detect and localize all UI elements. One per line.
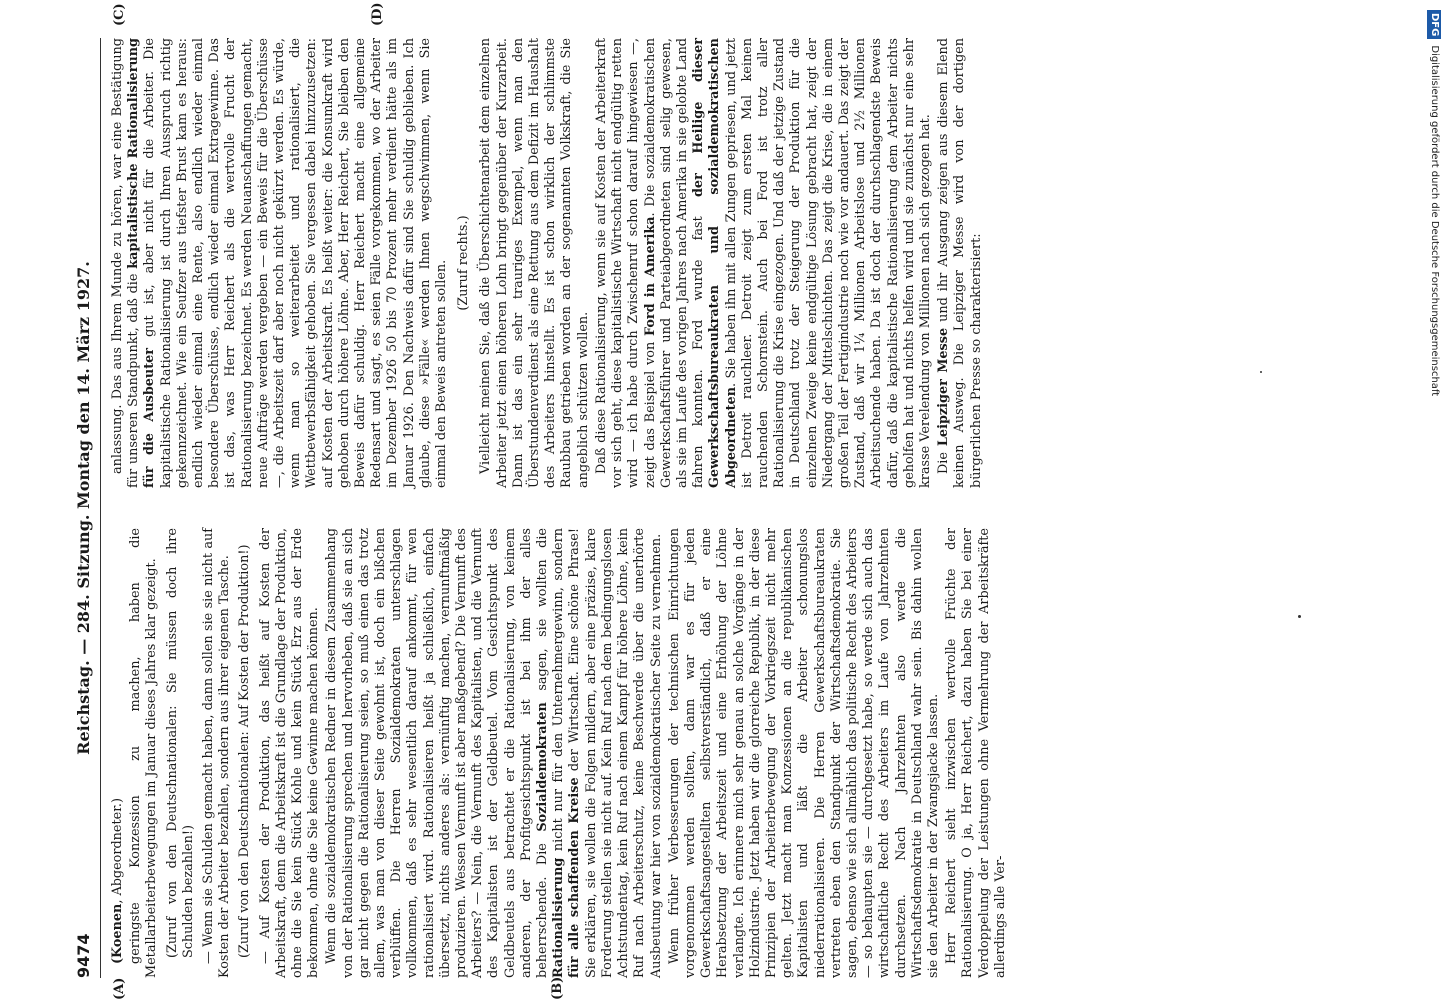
margin-marker-d: (D) bbox=[370, 2, 385, 26]
running-title: Reichstag. — 284. Sitzung. Montag den 14. März 1927. bbox=[74, 261, 93, 755]
left-text-column bbox=[110, 528, 1320, 978]
paragraph: — Auf Kosten der Produktion, das heißt auf Kosten der Arbeitskraft, denn die Arbeitskraft ist die Grundlage der Produktion, ohne die Sie kein Stück Kohle und kein Stück Erz aus der Erde bekommen, ohne die Sie keine Gewinne machen können. bbox=[257, 528, 322, 978]
page-header bbox=[70, 38, 100, 978]
paragraph: Daß diese Rationalisierung, wenn sie auf Kosten der Arbeiterkraft vor sich geht, diese kapitalistische Wirtschaft nicht endgültig retten wird — ich habe durch Zwischenruf schon darauf hingewiesen —, zeigt das Beispiel von Ford in Amerika. Die sozialdemokratischen Gewerkschaftsführer und Parteiabgeordneten sind selig gewesen, als sie im Laufe des vorigen Jahres nach Amerika in sie gelobte Land fahren konnten. Ford wurde fast der Heilige dieser Gewerkschaftsbureaukraten und sozialdemokratischen Abgeordneten. Sie haben ihn mit allen Zungen gepriesen, und jetzt ist Detroit rauchleer. Detroit zeigt zum ersten Mal keinen rauchenden Schornstein. Auch bei Ford ist trotz aller Rationalisierung die Krise eingezogen. Und daß der jetzige Zustand in Deutschland trotz der Steigerung der Produktion für die einzelnen Zweige keine endgültige Lösung gebracht hat, zeigt der Niedergang der Mittelschichten. Das zeigt die Krise, die in einem großen Teil der Fertigindustrie noch wie vor andauert. Das zeigt der Zustand, daß wir 1¼ Millionen Arbeitslose und 2½ Millionen Arbeitsuchende haben. Da ist doch der durchschlagendste Beweis dafür, daß die kapitalistische Rationalisierung dem Arbeiter nichts geholfen hat und nichts helfen wird und sie zunächst nur eine sehr krasse Verelendung von Millionen nach sich gezogen hat. bbox=[593, 37, 933, 488]
scan-speck bbox=[1298, 615, 1301, 618]
digitization-credit bbox=[1425, 10, 1443, 990]
credit-text: Digitalisierung gefördert durch die Deutsche Forschungsgemeinschaft bbox=[1429, 45, 1440, 397]
dfg-logo: DFG bbox=[1427, 10, 1441, 39]
margin-marker-a: (A) bbox=[112, 977, 127, 1000]
header-rule bbox=[100, 38, 101, 978]
paragraph: (Koenen, Abgeordneter.) bbox=[110, 798, 125, 964]
interjection: (Zuruf rechts.) bbox=[456, 215, 472, 311]
paragraph: — Wenn sie Schulden gemacht haben, dann sollen sie sie nicht auf Kosten der Arbeiter bezahlen, sondern aus ihrer eigenen Tasche. bbox=[201, 528, 233, 978]
scan-speck bbox=[1260, 371, 1262, 373]
paragraph: Herr Reichert sieht inzwischen wertvolle Früchte der Rationalisierung. O ja, Herr Reichert, dazu haben Sie bei einer Verdoppelung der Leistungen ohne Vermehrung der Arbeitskräfte allerdings alle Ver- bbox=[944, 528, 1008, 978]
interjection: (Zuruf von den Deutschnationalen: Auf Kosten der Produktion!) bbox=[237, 544, 253, 958]
paragraph: Wenn früher Verbesserungen der technischen Einrichtungen vorgenommen werden sollten, dann war es für jeden Gewerkschaftsangestellten selbstverständlich, daß er eine Herabsetzung der Arbeitszeit und eine Erhöhung der Löhne verlangte. Ich erinnere mich sehr genau an solche Vorgänge in der Holzindustrie. Jetzt haben wir die glorreiche Republik, in der diese Prinzipien der Arbeiterbewegung der Vorkriegszeit nicht mehr gelten. Jetzt macht man Konzessionen an die republikanischen Kapitalisten und läßt die Arbeiter schonungslos niederrationalisieren. Die Herren Gewerkschaftsbureaukraten vertreten eben den Standpunkt der Wirtschaftsdemokratie. Sie sagen, ebenso wie sich allmählich das politische Recht des Arbeiters — so behaupten sie — durchgesetzt habe, so werde sich auch das wirtschaftliche Recht des Arbeiters im Laufe von Jahrzehnten durchsetzen. Nach Jahrzehnten also werde die Wirtschaftsdemokratie in Deutschland wahr sein. Bis dahin wollen sie den Arbeiter in der Zwangsjacke lassen. bbox=[666, 528, 941, 978]
paragraph: Die Leipziger Messe und ihr Ausgang zeigen aus diesem Elend keinen Ausweg. Die Leipziger Messe wird von der dortigen bürgerlichen Presse so charakterisiert: bbox=[936, 38, 984, 488]
interjection: (Zuruf von den Deutschnationalen: Sie müssen doch ihre Schulden bezahlen!) bbox=[164, 528, 196, 958]
paragraph: geringste Konzession zu machen, haben die Metallarbeiterbewegungen im Januar dieses Jahres klar gezeigt. bbox=[128, 528, 160, 978]
right-text-column bbox=[110, 38, 1320, 488]
paragraph: anlassung. Das aus Ihrem Munde zu hören, war eine Bestätigung für unseren Standpunkt, daß die kapitalistische Rationalisierung für die Ausbeuter gut ist, aber nicht für die Arbeiter. Die kapitalistische Rationalisierung ist durch Ihren Ausspruch richtig gekennzeichnet. Wie ein Seufzer aus tiefster Brust kam es heraus: endlich wieder einmal eine Rente, also endlich wieder einmal besondere Überschüsse, endlich wieder einmal Extragewinne. Das ist das, was Herr Reichert als die wertvolle Frucht der Rationalisierung bezeichnet. Es werden Neuanschaffungen gemacht, neue Aufträge werden vergeben — ein Beweis für die Überschüsse —, die Arbeitszeit darf aber noch nicht gekürzt werden. Es würde, wenn man so weiterarbeitet und rationalisiert, die Wettbewerbsfähigkeit gehoben. Sie vergessen dabei hinzuzusetzen: auf Kosten der Arbeitskraft. Es heißt weiter: die Konsumkraft wird gehoben durch höhere Löhne. Aber, Herr Reichert, Sie bleiben den Beweis dafür schuldig. Herr Reichert macht eine allgemeine Redensart und sagt, es seien Fälle vorgekommen, wo der Arbeiter im Dezember 1926 50 bis 70 Prozent mehr verdient hätte als im Januar 1926. Den Nachweis dafür sind Sie schuldig geblieben. Ich glaube, diese »Fälle« werden Ihnen wegschwimmen, wenn Sie einmal den Beweis antreten sollen. bbox=[110, 38, 450, 488]
margin-marker-c: (C) bbox=[112, 3, 127, 26]
margin-marker-b: (B) bbox=[550, 976, 565, 1000]
page-number: 9474 bbox=[74, 933, 93, 978]
rotated-page bbox=[70, 2, 1370, 1000]
paragraph: Vielleicht meinen Sie, daß die Überschichtenarbeit dem einzelnen Arbeiter jetzt einen höheren Lohn bringt gegenüber der Kurzarbeit. Dann ist das ein sehr trauriges Exempel, wenn man den Überstundenverdienst als eine Rettung aus dem Defizit im Haushalt des Arbeiters hinstellt. Es ist schon wirklich der schlimmste Raubbau getrieben worden an der sogenannten Volkskraft, die Sie angeblich schützen wollen. bbox=[478, 38, 591, 488]
paragraph: Wenn die sozialdemokratischen Redner in diesem Zusammenhang von der Rationalisierung sprechen und hervorheben, daß sie an sich gar nicht gegen die Rationalisierung seien, so muß einen das trotz allem, was man von dieser Seite gewohnt ist, doch ein bißchen verblüffen. Die Herren Sozialdemokraten unterschlagen vollkommen, daß es sehr wesentlich darauf ankommt, für wen rationalisiert wird. Rationalisieren heißt ja schließlich, einfach übersetzt, nichts anderes als: vernünftig machen, vernunftmäßig produzieren. Wessen Vernunft ist aber maßgebend? Die Vernunft des Arbeiters? — Nein, die Vernunft des Kapitalisten, und die Vernunft des Kapitalisten ist der Geldbeutel. Vom Gesichtspunkt des Geldbeutels aus betrachtet er die Rationalisierung, von keinem anderen, der Profitgesichtspunkt ist bei ihm der alles beherrschende. Die Sozialdemokraten sagen, sie wollten die Rationalisierung nicht nur für den Unternehmergewinn, sondern für alle schaffenden Kreise der Wirtschaft. Eine schöne Phrase! Sie erklären, sie wollen die Folgen mildern, aber eine präzise, klare Forderung stellen sie nicht auf. Kein Ruf nach dem bedingungslosen Achtstundentag, kein Ruf nach einem Kampf für höhere Löhne, kein Ruf nach Arbeiterschutz, keine Beschwerde über die unerhörte Ausbeutung war hier von sozialdemokratischer Seite zu vernehmen. bbox=[324, 528, 664, 978]
